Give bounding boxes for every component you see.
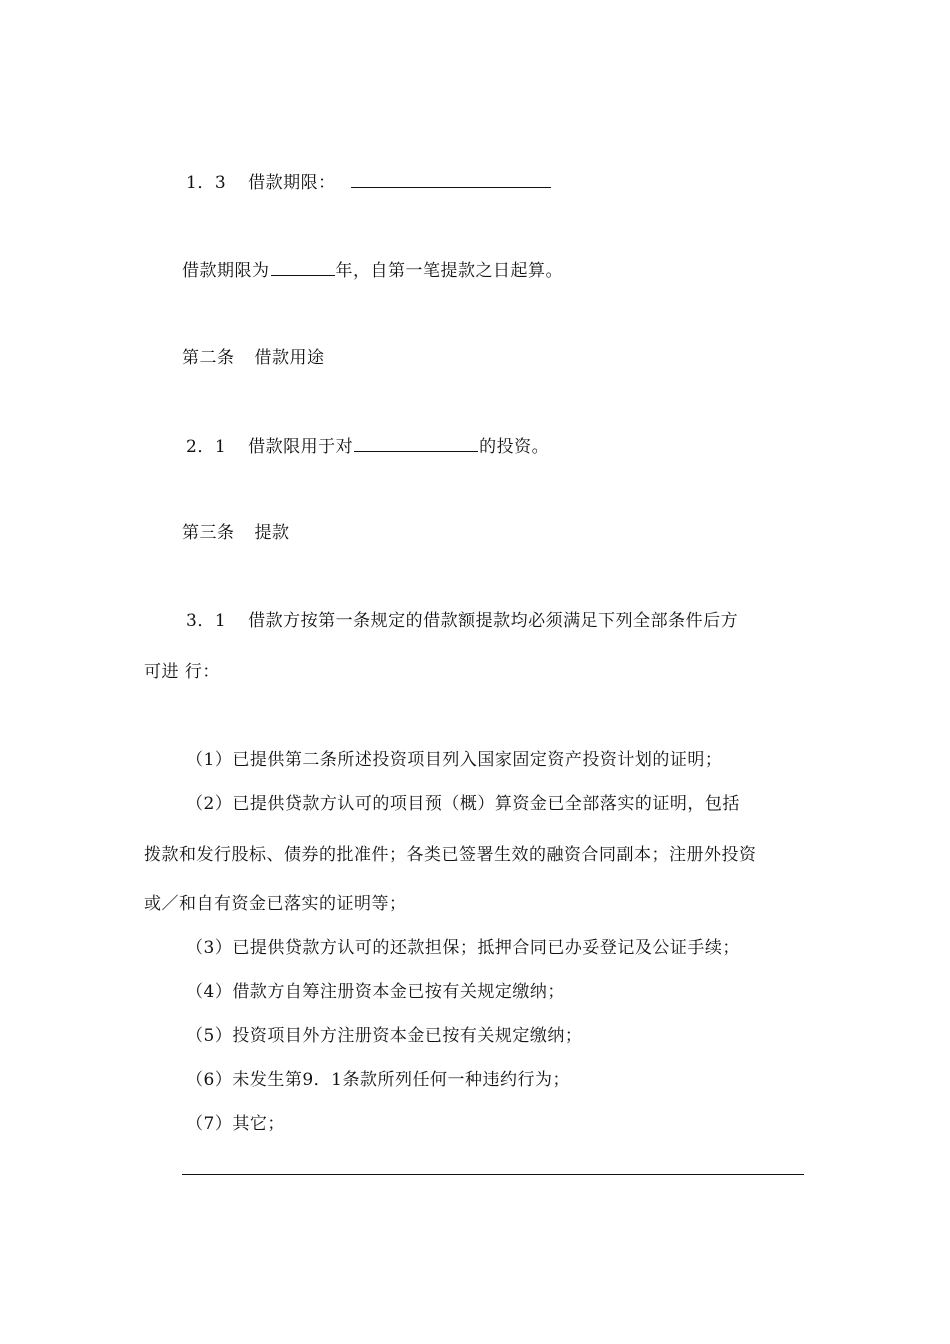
condition-2-line-3 xyxy=(144,893,407,915)
condition-5 xyxy=(186,1025,582,1047)
condition-2-line-1 xyxy=(186,793,740,815)
purpose-blank xyxy=(354,435,478,452)
clause-number: 1．3 xyxy=(186,173,227,193)
years-blank xyxy=(271,259,335,276)
fill-in-blank xyxy=(351,171,551,188)
clause-2-1 xyxy=(186,435,549,458)
clause-1-3 xyxy=(186,171,552,194)
clause-text-after: 的投资。 xyxy=(479,437,550,457)
condition-text: （1）已提供第二条所述投资项目列入国家固定资产投资计划的证明； xyxy=(186,750,723,770)
term-sentence xyxy=(182,259,563,282)
clause-text: 借款方按第一条规定的借款额提款均必须满足下列全部条件后方 xyxy=(248,611,739,631)
article-number: 第三条 xyxy=(182,523,235,543)
condition-1 xyxy=(186,749,722,771)
condition-7 xyxy=(186,1113,285,1135)
article-3-heading xyxy=(182,522,290,544)
term-text-after: 年，自第一笔提款之日起算。 xyxy=(335,261,563,281)
condition-2-line-2 xyxy=(144,844,757,866)
clause-number: 2．1 xyxy=(186,437,227,457)
clause-text-before: 借款限用于对 xyxy=(248,437,354,457)
fill-in-rule xyxy=(182,1174,804,1175)
condition-text: （5）投资项目外方注册资本金已按有关规定缴纳； xyxy=(186,1026,583,1046)
condition-text: 或／和自有资金已落实的证明等； xyxy=(144,894,407,914)
condition-text: 拨款和发行股标、债券的批准件；各类已签署生效的融资合同副本；注册外投资 xyxy=(144,845,757,865)
condition-3 xyxy=(186,937,740,959)
article-number: 第二条 xyxy=(182,348,235,368)
clause-3-1-line-1 xyxy=(186,610,738,632)
clause-text: 可进 行： xyxy=(144,662,220,682)
clause-3-1-line-2 xyxy=(144,661,220,683)
article-2-heading xyxy=(182,347,325,369)
article-title: 借款用途 xyxy=(254,348,325,368)
condition-text: （2）已提供贷款方认可的项目预（概）算资金已全部落实的证明，包括 xyxy=(186,794,740,814)
article-title: 提款 xyxy=(254,523,290,543)
clause-label: 借款期限： xyxy=(248,173,336,193)
condition-text: （7）其它； xyxy=(186,1114,285,1134)
condition-text: （6）未发生第9．1条款所列任何一种违约行为； xyxy=(186,1070,570,1090)
term-text-before: 借款期限为 xyxy=(182,261,270,281)
condition-4 xyxy=(186,981,565,1003)
clause-number: 3．1 xyxy=(186,611,227,631)
condition-text: （3）已提供贷款方认可的还款担保；抵押合同已办妥登记及公证手续； xyxy=(186,938,740,958)
condition-6 xyxy=(186,1069,570,1091)
condition-text: （4）借款方自筹注册资本金已按有关规定缴纳； xyxy=(186,982,565,1002)
